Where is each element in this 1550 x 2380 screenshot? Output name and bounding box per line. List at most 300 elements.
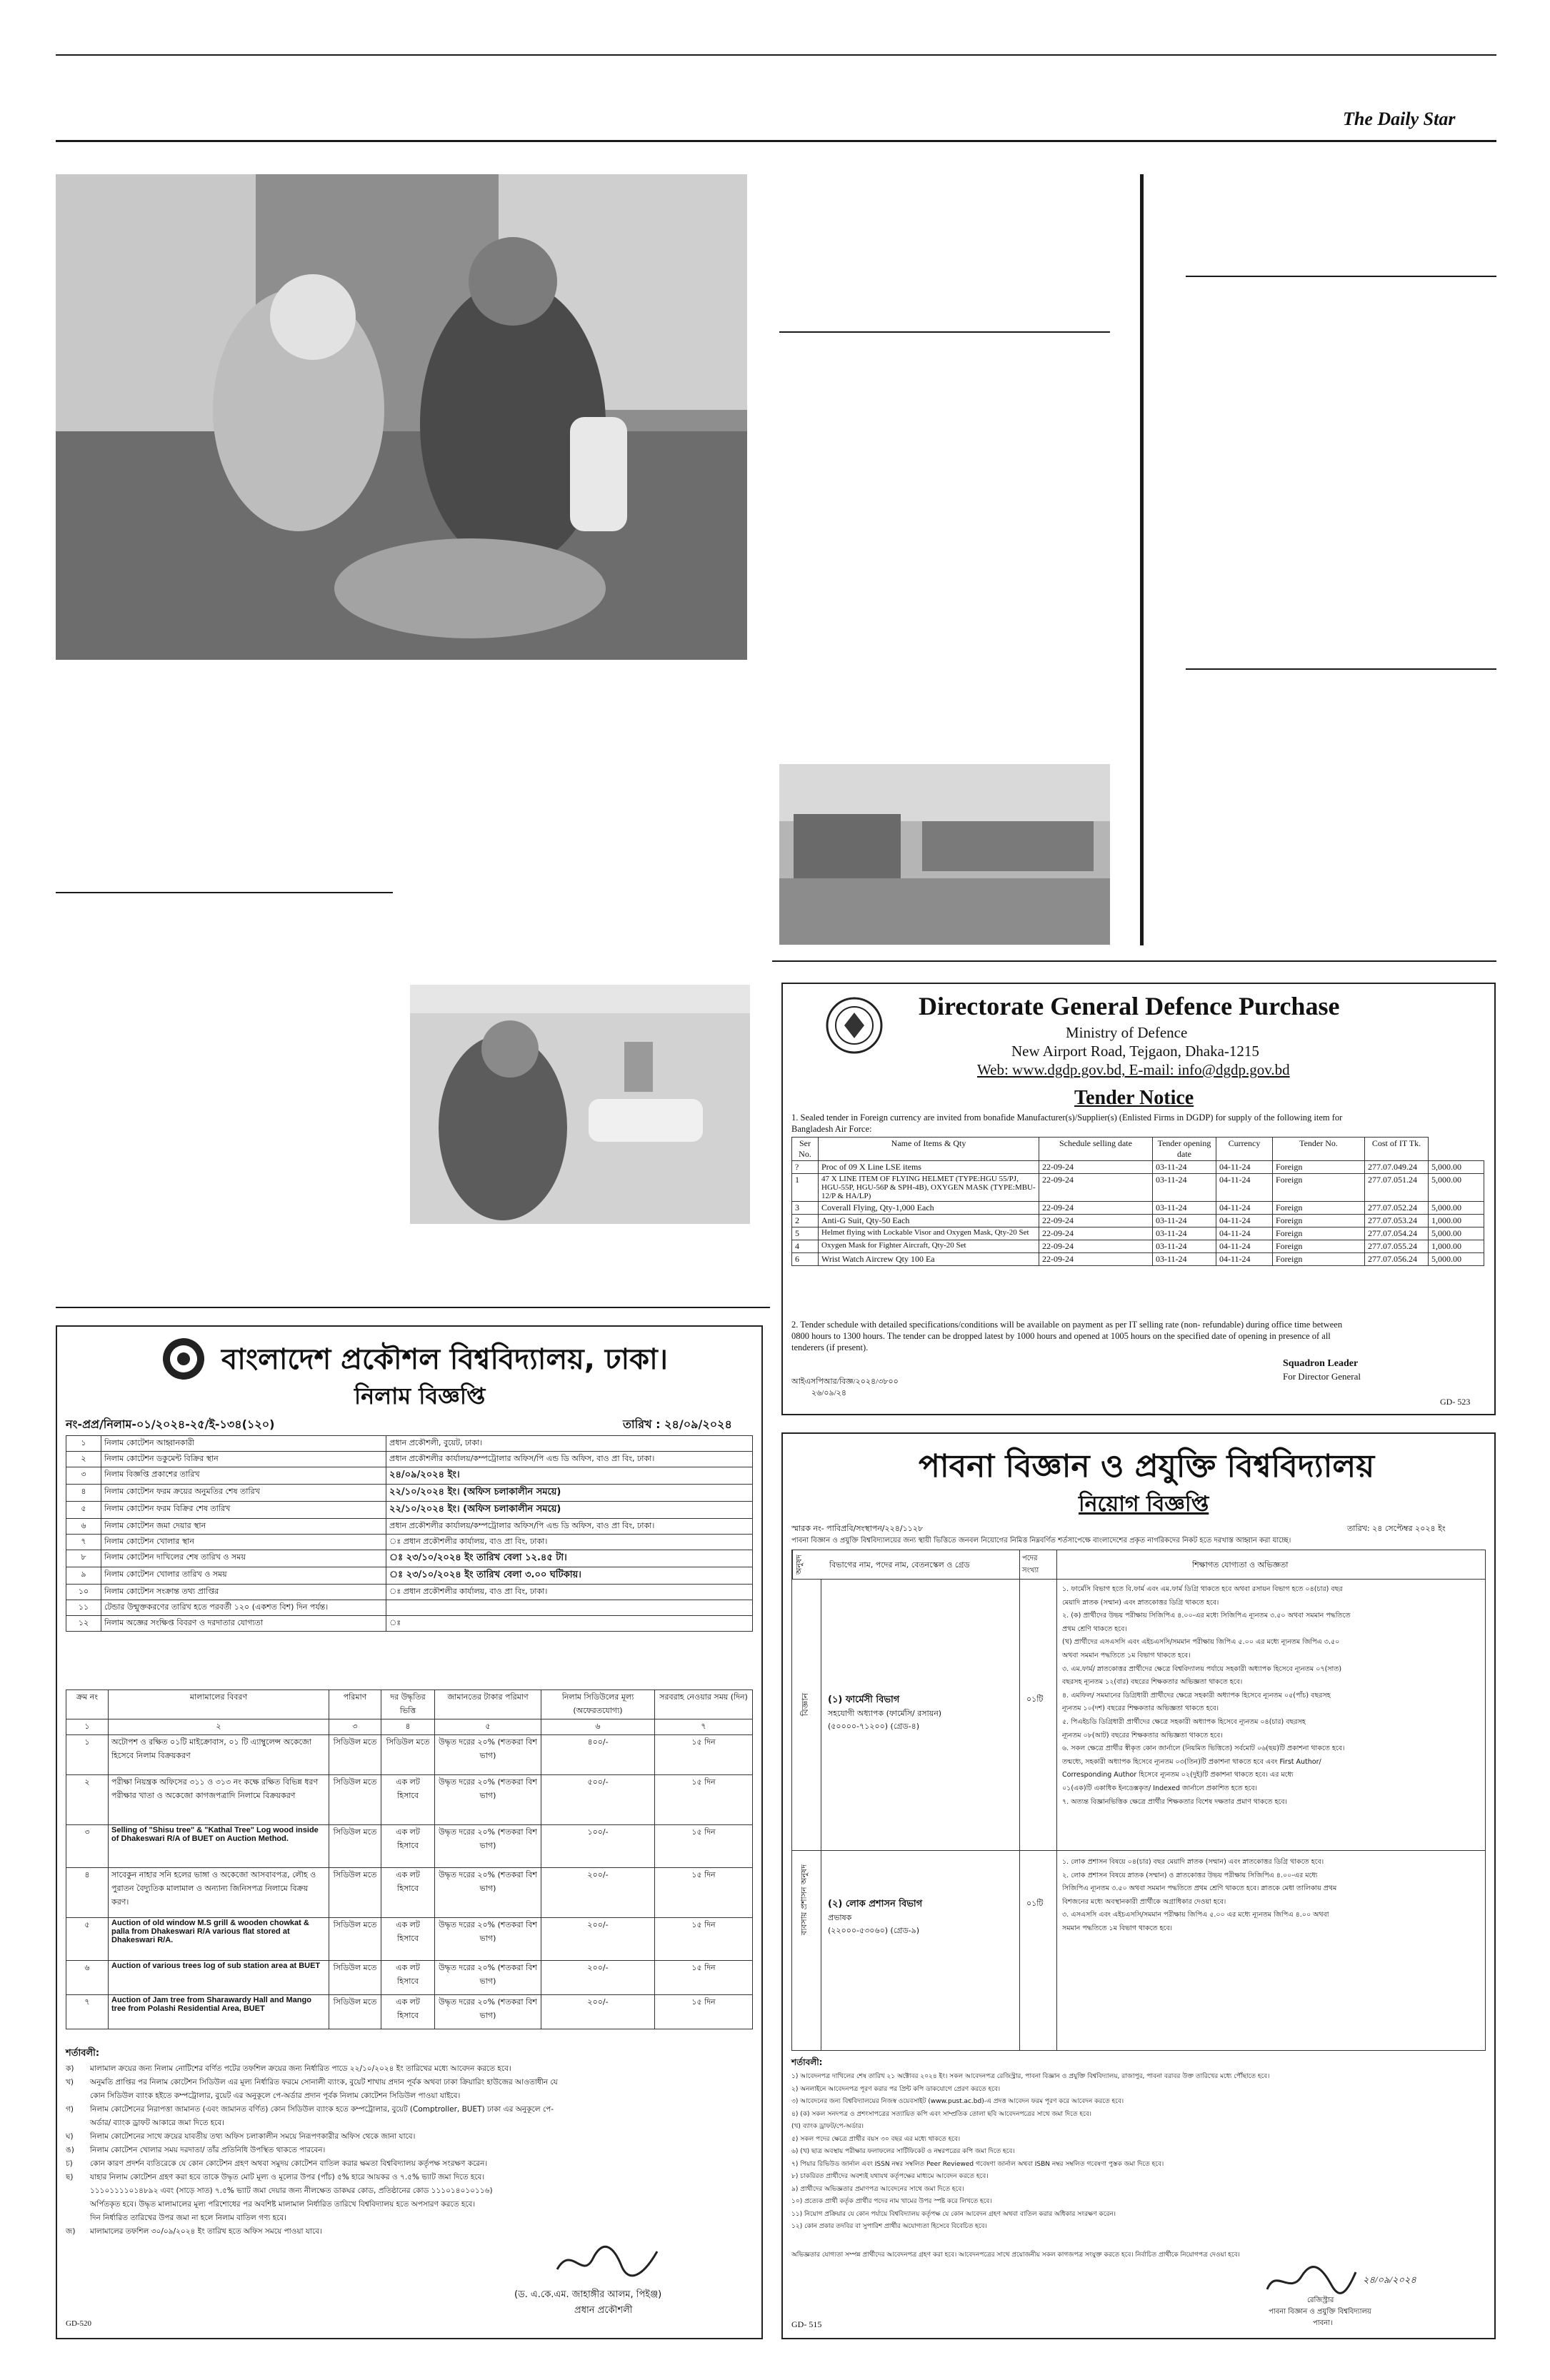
cell: প্রধান প্রকৌশলীর কার্যালয়/কম্পট্রোলার অফিস/পি এন্ড ডি অফিস, বাও প্রা বিং, ঢাকা।	[386, 1452, 753, 1467]
cell: 22-09-24	[1039, 1161, 1153, 1174]
condition-item: (খ) ব্যাংক ড্রাফট/পে-অর্ডার।	[791, 2123, 864, 2130]
pust-table-header	[792, 1550, 1485, 1580]
cell: Oxygen Mask for Fighter Aircraft, Qty-20 Set	[819, 1240, 1039, 1253]
col-divider	[1056, 1550, 1057, 1579]
buet-signer-name: (ড. এ.কে.এম. জাহাঙ্গীর আলম, পিইঞ্জ)	[514, 2289, 662, 2300]
cell: Foreign	[1273, 1215, 1365, 1227]
cell: 1,000.00	[1429, 1240, 1484, 1253]
col-currency: Currency	[1216, 1138, 1273, 1161]
buet-items-table	[66, 1689, 753, 2029]
cell: ৭	[655, 1719, 753, 1735]
cell: ৩	[66, 1825, 109, 1868]
cell: 03-11-24	[1153, 1240, 1216, 1253]
condition-item	[66, 2198, 751, 2211]
condition-item-marker: ক)	[66, 2064, 74, 2073]
table-row	[66, 1535, 753, 1550]
dgdp-tender-table	[791, 1137, 1484, 1266]
cell: ১৫ দিন	[655, 1961, 753, 1995]
cell: 1,000.00	[1429, 1215, 1484, 1227]
cell: ১০	[66, 1585, 101, 1600]
table-row	[792, 1161, 1484, 1174]
dgdp-tender-ad	[781, 983, 1496, 1415]
table-row	[792, 1253, 1484, 1266]
cell: 277.07.054.24	[1365, 1227, 1429, 1240]
cell: সিডিউল মতে	[329, 1735, 381, 1775]
cell: উদ্ধৃত দরের ২০% (শতকরা বিশ ভাগ)	[435, 1961, 541, 1995]
col-divider	[1019, 1550, 1020, 1579]
condition-item: ৬) (খ) ছাত্র অবস্থায় পরীক্ষার ফলাফলের সার্টিফিকেট ও নম্বরপত্রের কপি জমা দিতে হবে।	[791, 2148, 1015, 2155]
section-rule	[56, 1307, 770, 1308]
condition-item	[66, 2225, 751, 2239]
dgdp-contact: Web: www.dgdp.gov.bd, E-mail: info@dgdp.gov.bd	[977, 1061, 1290, 1078]
table-row	[66, 1485, 753, 1502]
table-row	[66, 1918, 753, 1961]
dgdp-note-line1: 2. Tender schedule with detailed specifications/conditions will be available on payment as per IT selling rate (non- refundable) during office time between	[791, 1320, 1343, 1330]
cell: ঃ প্রধান প্রকৌশলীর কার্যালয়, বাও প্রা বিং, ঢাকা।	[386, 1585, 753, 1600]
col-tender-no: Tender No.	[1273, 1138, 1365, 1161]
pust-post2-qualifications	[1062, 1856, 1481, 1936]
cell: 47 X LINE ITEM OF FLYING HELMET (TYPE:HGU 55/PJ, HGU-55P, HGU-56P & SPH-4B), OXYGEN MASK (TYPE:MBU-12/P & HA/LP)	[819, 1174, 1039, 1202]
cell: Selling of "Shisu tree" & "Kathal Tree" Log wood inside of Dhakeswari R/A of BUET on Auction Method.	[109, 1825, 329, 1868]
masthead-logo: The Daily Star	[1343, 109, 1456, 129]
condition-item: ১২) কোন প্রকার তদবির বা সুপারিশ প্রার্থীর অযোগ্যতা হিসেবে বিবেচিত হবে।	[791, 2223, 987, 2230]
pust-notice-title: নিয়োগ বিজ্ঞপ্তি	[1079, 1492, 1209, 1517]
buet-info-table	[66, 1435, 753, 1632]
table-row	[792, 1240, 1484, 1253]
pust-signer-city: পাবনা।	[1313, 2319, 1333, 2327]
cell: 03-11-24	[1153, 1215, 1216, 1227]
pust-faculty-science: বিজ্ঞান	[800, 1693, 810, 1717]
cell: 4	[792, 1240, 819, 1253]
table-row	[66, 1567, 753, 1585]
qualification-line: ২. লোক প্রশাসন বিষয়ে স্নাতক (সম্মান) ও স্নাতকোত্তর উভয় পরীক্ষায় সিজিপিএ ৪.০০-এর মধ্যে	[1062, 1871, 1318, 1879]
pust-post2-count: ০১টি	[1026, 1899, 1044, 1908]
cell: 6	[792, 1253, 819, 1266]
table-row	[66, 1550, 753, 1567]
dgdp-intro-line1: 1. Sealed tender in Foreign currency are invited from bonafide Manufacturer(s)/Supplier(s) (Enlisted Firms in DGDP) for supply of the following item for	[791, 1113, 1343, 1123]
buet-conditions-list	[66, 2062, 751, 2239]
col-count: পদের সংখ্যা	[1022, 1555, 1039, 1575]
qualification-line: ৭. অত্যন্ত বিজ্ঞানভিত্তিক ক্ষেত্রে প্রার্থীর শিক্ষকতার বিশেষ দক্ষতার প্রমাণ থাকতে হবে।	[1062, 1797, 1287, 1806]
cell: 04-11-24	[1216, 1240, 1273, 1253]
cell: 5	[792, 1227, 819, 1240]
qualification-line: বিশজনের মধ্যে অবস্থানকারী প্রার্থীকে অগ্রাধিকার দেওয়া হবে।	[1062, 1897, 1226, 1906]
condition-item: ৫) সকল পদের ক্ষেত্রে প্রার্থীর বয়স ৩০ বছর এর মধ্যে থাকতে হবে।	[791, 2135, 961, 2143]
condition-item-text: মালামালের তফশিল ৩০/০৯/২০২৪ ইং তারিখ হতে অফিস সময়ে পাওয়া যাবে।	[90, 2227, 322, 2236]
cell: প্রধান প্রকৌশলীর কার্যালয়/কম্পট্রোলার অফিস/পি এন্ড ডি অফিস, বাও প্রা বিং, ঢাকা।	[386, 1519, 753, 1535]
cell: উদ্ধৃত দরের ২০% (শতকরা বিশ ভাগ)	[435, 1735, 541, 1775]
col-ser-no: Ser No.	[792, 1138, 819, 1161]
col-post: বিভাগের নাম, পদের নাম, বেতনস্কেল ও গ্রেড	[829, 1560, 970, 1570]
cell: 5,000.00	[1429, 1202, 1484, 1215]
qualification-line: বছরসহ ন্যূনতম ১২(বার) বছরের শিক্ষকতার অভিজ্ঞতা থাকতে হবে।	[1062, 1678, 1243, 1687]
col-selling-date: Schedule selling date	[1039, 1138, 1153, 1161]
cell: ৫	[66, 1918, 109, 1961]
cell: ২	[66, 1775, 109, 1825]
pust-signature	[1261, 2264, 1361, 2298]
col-schedule-price: নিলাম সিডিউলের মূল্য (অফেরতযোগ্য)	[541, 1690, 655, 1719]
pust-sig-date: ২৪/০৯/২০২৪	[1363, 2274, 1416, 2285]
table-row	[792, 1227, 1484, 1240]
condition-item-text: অনুমতি প্রাপ্তির পর নিলাম কোটেশন সিডিউল এর মূল্য নির্ধারিত ফরমে সোনালী ব্যাংক, বুয়েট শাখায় প্রদান পূর্বক অথবা ঢাকা ক্রিয়ারিং হাউজের আওতাধীন যে	[90, 2078, 558, 2087]
table-header	[66, 1690, 753, 1719]
cell: সিডিউল মতে	[329, 1868, 381, 1918]
cell: নিলাম কোটেশন ফরম ক্রয়ের অনুমতির শেষ তারিখ	[101, 1485, 386, 1502]
condition-item-marker: ঙ)	[66, 2146, 74, 2154]
condition-item: ২) অনলাইনে আবেদনপত্র পূরণ করার পর প্রিন্ট কপি ডাকযোগে প্রেরণ করতে হবে।	[791, 2085, 1001, 2093]
qualification-line: মেয়াদি স্নাতক (সম্মান) এবং স্নাতকোত্তর ডিগ্রি থাকতে হবে।	[1062, 1598, 1219, 1607]
pust-conditions-list	[791, 2071, 1484, 2234]
cell: নিলাম কোটেশন ডকুমেন্ট বিক্রির স্থান	[101, 1452, 386, 1467]
column-divider	[1140, 174, 1144, 945]
cell: ২০০/-	[541, 1961, 655, 1995]
table-row	[66, 1452, 753, 1467]
cell: ৭	[66, 1995, 109, 2029]
table-row	[66, 1616, 753, 1632]
cell: 1	[792, 1174, 819, 1202]
col-serial: ক্রম নং	[66, 1690, 109, 1719]
cell: 03-11-24	[1153, 1227, 1216, 1240]
cell: নিলাম বিজ্ঞপ্তি প্রকাশের তারিখ	[101, 1467, 386, 1485]
cell: Anti-G Suit, Qty-50 Each	[819, 1215, 1039, 1227]
cell: Auction of old window M.S grill & wooden chowkat & palla from Dhakeswari R/A various flat stored at Dhakeswari R/A.	[109, 1918, 329, 1961]
pust-name: পাবনা বিজ্ঞান ও প্রযুক্তি বিশ্ববিদ্যালয়	[919, 1448, 1375, 1485]
news-photo-family	[56, 174, 747, 660]
hospital-photo-image	[410, 985, 750, 1224]
short-rule-1	[779, 331, 1110, 333]
pust-post1-title: সহযোগী অধ্যাপক (ফার্মেসি/ রসায়ন)	[828, 1709, 942, 1718]
condition-item-marker: খ)	[66, 2078, 74, 2087]
col-items: Name of Items & Qty	[819, 1138, 1039, 1161]
cell: ১৫ দিন	[655, 1775, 753, 1825]
cell: 277.07.052.24	[1365, 1202, 1429, 1215]
qualification-line: ন্যূনতম ০৮(আট) বছরের শিক্ষকতার অভিজ্ঞতা থাকতে হবে।	[1062, 1731, 1223, 1739]
cell: সিডিউল মতে	[329, 1775, 381, 1825]
cell: ৬	[541, 1719, 655, 1735]
qualification-line: ৩. এম.ফার্ম/ স্নাতকোত্তর প্রার্থীদের ক্ষেত্রে বিশ্ববিদ্যালয় পর্যায়ে সহকারী অধ্যাপক হিসেবে ন্যূনতম ০৭(সাত)	[1062, 1665, 1342, 1673]
cell: সিডিউল মতে	[329, 1825, 381, 1868]
cell: ১১	[66, 1600, 101, 1616]
pust-gd-number: GD- 515	[791, 2319, 822, 2329]
buet-auction-ad	[56, 1325, 763, 2339]
buet-ref-no: নং-প্রপ্র/নিলাম-০১/২০২৪-২৫/ই-১৩৪(১২০)	[66, 1417, 275, 1431]
cell: Foreign	[1273, 1174, 1365, 1202]
table-row	[66, 1585, 753, 1600]
col-divider	[1019, 1579, 1020, 2050]
condition-item-text: কোন কারণ প্রদর্শন ব্যতিরেকে যে কোন কোটেশন গ্রহণ অথবা সমুদয় কোটেশন বাতিল করার ক্ষমতা বিশ্ববিদ্যালয় কর্তৃপক্ষ সংরক্ষণ করেন।	[90, 2159, 488, 2168]
cell: ২	[66, 1452, 101, 1467]
cell: ৫	[66, 1502, 101, 1519]
cell: নিলাম কোটেশন খোলার স্থান	[101, 1535, 386, 1550]
cell: এক লট হিসাবে	[381, 1918, 435, 1961]
cell: ১	[66, 1735, 109, 1775]
cell: সিডিউল মতে	[329, 1918, 381, 1961]
cell: ২০০/-	[541, 1868, 655, 1918]
dgdp-title: Directorate General Defence Purchase	[919, 992, 1340, 1020]
dgdp-gd-number: GD- 523	[1440, 1397, 1471, 1407]
cell: ঃ ২৩/১০/২০২৪ ইং তারিখ বেলা ৩.০০ ঘটিকায়।	[386, 1567, 753, 1585]
cell: ?	[792, 1161, 819, 1174]
condition-item	[66, 2076, 751, 2089]
qualification-line: ১. ফার্মেসি বিভাগ হতে বি.ফার্ম এবং এম.ফার্ম ডিগ্রি থাকতে হবে অথবা রসায়ন বিভাগ হতে ০৪(চার) বছর	[1062, 1585, 1343, 1593]
cell: ১৫ দিন	[655, 1995, 753, 2029]
condition-item: ৭) পিয়ার রিভিউড জার্নাল এবং ISSN নম্বর সম্বলিত Peer Reviewed গবেষণা জার্নাল অথবা ISBN নম্বর সম্বলিত গবেষণা পুস্তক জমা দিতে হবে।	[791, 2160, 1164, 2168]
cell: 22-09-24	[1039, 1227, 1153, 1240]
table-row	[792, 1215, 1484, 1227]
pust-signer-title: রেজিস্ট্রার	[1307, 2296, 1334, 2304]
cell: 5,000.00	[1429, 1227, 1484, 1240]
cell: ১	[66, 1436, 101, 1452]
top-border	[56, 54, 1496, 56]
cell: ১৫ দিন	[655, 1918, 753, 1961]
condition-item: ৩) আবেদনের জন্য বিশ্ববিদ্যালয়ের নিজস্ব ওয়েবসাইট (www.pust.ac.bd)-এ প্রদত্ত আবেদন ফরম পূরণ করে আবেদন করতে হবে।	[791, 2098, 1124, 2105]
cell: 03-11-24	[1153, 1253, 1216, 1266]
cell: উদ্ধৃত দরের ২০% (শতকরা বিশ ভাগ)	[435, 1775, 541, 1825]
news-photo-flooded-street	[779, 764, 1110, 945]
condition-item-text: মালামাল ক্রয়ের জন্য নিলাম নোটিশের বর্ণিত পটের তফশিল ক্রয়ের জন্য নির্ধারিত পাডে ২২/১০/২০২৪ ইং তারিখের মধ্যে আবেদন করতে হবে।	[90, 2064, 511, 2073]
table-row	[792, 1174, 1484, 1202]
cell: সাবেকুন নাহার সনি হলের ভাঙ্গা ও অকেজো আসবাবপত্র, লৌহ ও পুরাতন বৈদ্যুতিক মালামাল ও অন্যান্য জিনিসপত্র নিলামে বিক্রয় করণ।	[109, 1868, 329, 1918]
cell: 277.07.055.24	[1365, 1240, 1429, 1253]
cell: 5,000.00	[1429, 1161, 1484, 1174]
col-description: মালামালের বিবরণ	[109, 1690, 329, 1719]
cell: এক লট হিসাবে	[381, 1868, 435, 1918]
cell: সিডিউল মতে	[329, 1961, 381, 1995]
cell: Wrist Watch Aircrew Qty 100 Ea	[819, 1253, 1039, 1266]
table-row	[66, 1868, 753, 1918]
cell: টেন্ডার উন্মুক্তকরণের তারিখ হতে পরবর্তী ১২০ (একশত বিশ) দিন পর্যন্ত।	[101, 1600, 386, 1616]
cell: 03-11-24	[1153, 1161, 1216, 1174]
col-faculty: অনুষদ	[792, 1550, 821, 1579]
table-row	[66, 1600, 753, 1616]
short-rule-3	[1186, 668, 1496, 670]
cell: ১০০/-	[541, 1825, 655, 1868]
condition-item: ১১) নিয়োগ প্রক্রিয়ার যে কোন পর্যায়ে বিশ্ববিদ্যালয় কর্তৃপক্ষ যে কোন আবেদন গ্রহণ অথবা বাতিল করার অধিকার সংরক্ষণ করেন।	[791, 2210, 1116, 2218]
condition-item-text: ১১১০১১১১০১৪৮৯২ এবং (সাড়ে সাত) ৭.৫% ভ্যাট জমা দেয়ার জন্য নীলক্ষেত ডাকঘর কোড, প্রতিষ্ঠানের কোড ১১১০১৪০১০১১৬)	[90, 2186, 493, 2195]
cell: 22-09-24	[1039, 1240, 1153, 1253]
condition-item: ১০) প্রত্যেক প্রার্থী কর্তৃক প্রার্থীর পদের নাম খামের উপর স্পষ্ট করে লিখতে হবে।	[791, 2198, 992, 2205]
cell: ৪	[66, 1485, 101, 1502]
cell: ৪	[381, 1719, 435, 1735]
condition-item: ৮) চাকরিরত প্রার্থীদের অবশ্যই যথাযথ কর্তৃপক্ষের মাধ্যমে আবেদন করতে হবে।	[791, 2173, 989, 2180]
cell: ২৪/০৯/২০২৪ ইং।	[386, 1467, 753, 1485]
condition-item-text: অর্ডার/ ব্যাংক ড্রাফট আকারে জমা দিতে হবে।	[90, 2119, 224, 2127]
condition-item-marker: চ)	[66, 2159, 73, 2168]
cell: ১৫ দিন	[655, 1868, 753, 1918]
col-basis: দর উদ্ধৃতির ভিত্তি	[381, 1690, 435, 1719]
table-row	[66, 1775, 753, 1825]
cell: Proc of 09 X Line LSE items	[819, 1161, 1039, 1174]
condition-item	[66, 2103, 751, 2117]
condition-item-marker: জ)	[66, 2227, 76, 2236]
cell: 22-09-24	[1039, 1215, 1153, 1227]
condition-item: ১) আবেদনপত্র দাখিলের শেষ তারিখ ২১ অক্টোবর ২০২৪ ইং। সকল আবেদনপত্র রেজিস্ট্রার, পাবনা বিজ্ঞান ও প্রযুক্তি বিশ্ববিদ্যালয়, রাজাপুর, পাবনা বরাবর উক্ত তারিখের মধ্যে পৌঁছাতে হবে।	[791, 2073, 1270, 2080]
cell: ২০০/-	[541, 1918, 655, 1961]
pust-footer-note: অভিজ্ঞতার যোগ্যতা সম্পন্ন প্রার্থীদের আবেদনপত্র গ্রহণ করা হবে। আবেদনপত্রের সাথে প্রয়োজনীয় সকল কাগজপত্র সংযুক্ত করতে হবে। নির্বাচিত প্রার্থীকে নিয়োগপত্র দেওয়া হবে।	[791, 2251, 1240, 2259]
condition-item-text: নিলাম কোটেশনের সাথে ক্রয়ের যাবতীয় তথ্য অফিস চলাকালীন সময়ে নিরূপণকারীর অফিস থেকে জানা যাবে।	[90, 2132, 416, 2141]
cell: ১৫ দিন	[655, 1825, 753, 1868]
cell: ১	[66, 1719, 109, 1735]
col-opening-date: Tender opening date	[1153, 1138, 1216, 1161]
flood-photo-image	[779, 764, 1110, 945]
cell: ৮	[66, 1550, 101, 1567]
dgdp-note-line2: 0800 hours to 1300 hours. The tender can be dropped latest by 1000 hours and opened at 1005 hours on the specified date of opening in presence of all	[791, 1331, 1331, 1341]
cell: Coverall Flying, Qty-1,000 Each	[819, 1202, 1039, 1215]
cell: এক লট হিসাবে	[381, 1825, 435, 1868]
cell: 5,000.00	[1429, 1174, 1484, 1202]
pust-post1-dept: (১) ফার্মেসী বিভাগ	[828, 1694, 900, 1705]
table-row	[66, 1995, 753, 2029]
cell: 03-11-24	[1153, 1202, 1216, 1215]
dgdp-table-header	[792, 1138, 1484, 1161]
cell: ৪	[66, 1868, 109, 1918]
cell: নিলাম কোটেশন খোলার তারিখ ও সময়	[101, 1567, 386, 1585]
cell: ৩	[329, 1719, 381, 1735]
cell: ১২	[66, 1616, 101, 1632]
table-row	[792, 1202, 1484, 1215]
condition-item	[66, 2130, 751, 2144]
cell: নিলাম কোটেশন জমা দেয়ার স্থান	[101, 1519, 386, 1535]
col-cost: Cost of IT Tk.	[1365, 1138, 1429, 1161]
qualification-line: ৫. পিএইচডি ডিগ্রিধারী প্রার্থীদের ক্ষেত্রে সহকারী অধ্যাপক হিসেবে ন্যূনতম ০৪(চার) বছরসহ	[1062, 1717, 1306, 1726]
qualification-line: অথবা সমমান পদ্ধতিতে ১ম বিভাগ থাকতে হবে।	[1062, 1651, 1191, 1660]
cell: Foreign	[1273, 1161, 1365, 1174]
cell: নিলাম কোটেশন দাখিলের শেষ তারিখ ও সময়	[101, 1550, 386, 1567]
qualification-line: ২. (ক) প্রার্থীদের উভয় পরীক্ষায় সিজিপিএ ৪.০০-এর মধ্যে সিজিপিএ ন্যূনতম ৩.৫০ অথবা সমমান পদ্ধতিতে	[1062, 1612, 1351, 1620]
cell: ৫	[435, 1719, 541, 1735]
buet-notice-title: নিলাম বিজ্ঞপ্তি	[354, 1382, 486, 1410]
cell: Foreign	[1273, 1227, 1365, 1240]
cell: 2	[792, 1215, 819, 1227]
qualification-line: ১. লোক প্রশাসন বিষয়ে ০৪(চার) বছর মেয়াদি স্নাতক (সম্মান) এবং স্নাতকোত্তর ডিগ্রি থাকতে হবে।	[1062, 1858, 1324, 1866]
col-security: জামানতের টাকার পরিমাণ	[435, 1690, 541, 1719]
pust-positions-table	[791, 1550, 1486, 2051]
dgdp-signer-for: For Director General	[1283, 1371, 1361, 1382]
dgdp-ministry: Ministry of Defence	[1066, 1024, 1188, 1041]
condition-item	[66, 2089, 751, 2103]
cell: ৭	[66, 1535, 101, 1550]
cell: এক লট হিসাবে	[381, 1995, 435, 2029]
cell: ২	[109, 1719, 329, 1735]
cell: 277.07.053.24	[1365, 1215, 1429, 1227]
cell: Foreign	[1273, 1253, 1365, 1266]
table-row	[66, 1735, 753, 1775]
condition-item-text: নিলাম কোটেশনের নিরাপত্তা জামানত (এবং জামানত বর্ণিত) কোন সিডিউল ব্যাংক হতে কম্পট্রোলার, বুয়েট (Comptroller, BUET) ঢাকা এর অনুকূলে পে-	[90, 2105, 554, 2114]
condition-item	[66, 2144, 751, 2157]
cell: 04-11-24	[1216, 1202, 1273, 1215]
dgdp-note-line3: tenderers (if present).	[791, 1342, 869, 1352]
condition-item-marker: ছ)	[66, 2173, 74, 2181]
cell: ৫০০/-	[541, 1775, 655, 1825]
cell: 04-11-24	[1216, 1174, 1273, 1202]
cell: ২২/১০/২০২৪ ইং। (অফিস চলাকালীন সময়ে)	[386, 1485, 753, 1502]
cell: ৯	[66, 1567, 101, 1585]
pust-post1-count: ০১টি	[1026, 1694, 1044, 1704]
buet-logo-icon	[161, 1337, 206, 1381]
cell: 277.07.051.24	[1365, 1174, 1429, 1202]
buet-signature	[550, 2241, 664, 2284]
qualification-line: সিজিপিএ ন্যূনতম ৩.৫০ অথবা সমমান পদ্ধতিতে প্রথম শ্রেণি থাকতে হবে। স্নাতকে মেধা তালিকায় প্রথম	[1062, 1884, 1337, 1893]
table-row	[66, 1961, 753, 1995]
cell: 04-11-24	[1216, 1227, 1273, 1240]
buet-name: বাংলাদেশ প্রকৌশল বিশ্ববিদ্যালয়, ঢাকা।	[221, 1343, 668, 1376]
cell: ১৫ দিন	[655, 1735, 753, 1775]
condition-item	[66, 2117, 751, 2130]
cell: নিলাম কোটেশন ফরম বিক্রির শেষ তারিখ	[101, 1502, 386, 1519]
buet-gd-number: GD-520	[66, 2319, 92, 2328]
pust-intro: পাবনা বিজ্ঞান ও প্রযুক্তি বিশ্ববিদ্যালয়ের জন্য স্থায়ী ভিত্তিতে জনবল নিয়োগের নিমিত্ত নিম্নবর্ণিত শর্তসাপেক্ষে বাংলাদেশের প্রকৃত নাগরিকদের নিকট হতে দরখাস্ত আহ্বান করা যাচ্ছে।	[791, 1537, 1291, 1545]
cell: ঃ প্রধান প্রকৌশলীর কার্যালয়, বাও প্রা বিং, ঢাকা।	[386, 1535, 753, 1550]
cell: উদ্ধৃত দরের ২০% (শতকরা বিশ ভাগ)	[435, 1918, 541, 1961]
condition-item-marker: গ)	[66, 2105, 74, 2114]
cell: Auction of various trees log of sub station area at BUET	[109, 1961, 329, 1995]
col-divider	[1056, 1579, 1057, 2050]
cell: ঃ ২৩/১০/২০২৪ ইং তারিখ বেলা ১২.৪৫ টা।	[386, 1550, 753, 1567]
pust-post2-dept: (২) লোক প্রশাসন বিভাগ	[828, 1899, 923, 1909]
condition-item	[66, 2184, 751, 2198]
condition-item	[66, 2157, 751, 2171]
qualification-line: (খ) প্রার্থীদের এসএসসি এবং এইচএসসি/সমমান পরীক্ষায় জিপিএ ৫.০০ এর মধ্যে ন্যূনতম জিপিএ ৩.৫০	[1062, 1638, 1340, 1647]
table-row	[66, 1719, 753, 1735]
pust-date: তারিখ: ২৪ সেপ্টেম্বর ২০২৪ ইং	[1347, 1524, 1446, 1533]
table-row	[66, 1502, 753, 1519]
condition-item	[66, 2211, 751, 2225]
cell: এক লট হিসাবে	[381, 1961, 435, 1995]
cell: নিলাম কোটেশন আহ্বানকারী	[101, 1436, 386, 1452]
pust-post1-scale: (৫০০০০-৭১২০০) (গ্রেড-৪)	[828, 1722, 920, 1731]
cell: 22-09-24	[1039, 1202, 1153, 1215]
cell: 22-09-24	[1039, 1174, 1153, 1202]
cell: 22-09-24	[1039, 1253, 1153, 1266]
dgdp-address: New Airport Road, Tejgaon, Dhaka-1215	[1011, 1043, 1259, 1060]
qualification-line: তন্মধ্যে, সহকারী অধ্যাপক হিসেবে ন্যূনতম ০৩(তিন)টি প্রকাশনা থাকতে হবে এবং First Author/	[1062, 1757, 1321, 1766]
table-row	[66, 1825, 753, 1868]
cell: Foreign	[1273, 1240, 1365, 1253]
cell: Foreign	[1273, 1202, 1365, 1215]
short-rule-4	[56, 892, 393, 893]
qualification-line: ৪. এমফিল/ সমমানের ডিগ্রিধারী প্রার্থীদের ক্ষেত্রে সহকারী অধ্যাপক হিসেবে ন্যূনতম ০৫(পাঁচ) বছরসহ	[1062, 1691, 1331, 1699]
qualification-line: ন্যূনতম ১০(দশ) বছরের শিক্ষকতার অভিজ্ঞতা থাকতে হবে।	[1062, 1704, 1219, 1713]
dgdp-notice-title: Tender Notice	[1074, 1087, 1194, 1109]
family-photo-image	[56, 174, 747, 660]
dgdp-memo-date: ২৬/০৯/২৪	[811, 1389, 846, 1397]
buet-conditions-label: শর্তাবলী:	[66, 2048, 100, 2059]
cell: 04-11-24	[1216, 1161, 1273, 1174]
cell: 03-11-24	[1153, 1174, 1216, 1202]
condition-item: ৯) প্রার্থীদের অভিজ্ঞতার প্রমাণপত্র আবেদনের সাথে জমা দিতে হবে।	[791, 2185, 964, 2193]
cell: ৬	[66, 1961, 109, 1995]
cell: ৩	[66, 1467, 101, 1485]
buet-signer-title: প্রধান প্রকৌশলী	[574, 2305, 633, 2316]
condition-item-text: অর্পিতকৃত হবে। উদ্ধৃত মালামালের মূল্য পরিশোধের পর অবশিষ্ট মালামাল নির্ধারিত তারিখে বিশ্ববিদ্যালয় হতে অপসারণ করতে হবে।	[90, 2200, 476, 2209]
cell: নিলাম অজ্ঞের সংক্ষিপ্ত বিবরণ ও দরদাতার যোগ্যতা	[101, 1616, 386, 1632]
condition-item-text: দিন নির্ধারিত তারিখের উপর জমা না হলে নিলাম বাতিল গণ্য হবে।	[90, 2214, 287, 2222]
cell: সিডিউল মতে	[329, 1995, 381, 2029]
cell: উদ্ধৃত দরের ২০% (শতকরা বিশ ভাগ)	[435, 1995, 541, 2029]
cell: উদ্ধৃত দরের ২০% (শতকরা বিশ ভাগ)	[435, 1868, 541, 1918]
pust-ref-no: স্মারক নং- পাবিপ্রবি/সংস্থাপন/২২৪/১১২৮	[791, 1524, 924, 1533]
condition-item	[66, 2171, 751, 2184]
cell: Auction of Jam tree from Sharawardy Hall and Mango tree from Polashi Residential Area, BUET	[109, 1995, 329, 2029]
pust-signer-org: পাবনা বিজ্ঞান ও প্রযুক্তি বিশ্ববিদ্যালয়	[1269, 2308, 1371, 2316]
cell: Helmet flying with Lockable Visor and Oxygen Mask, Qty-20 Set	[819, 1227, 1039, 1240]
cell: নিলাম কোটেশন সংক্রান্ত তথ্য প্রাপ্তির	[101, 1585, 386, 1600]
pust-faculty-business: ব্যবসায় প্রশাসন অনুষদ	[799, 1864, 809, 1936]
cell: পরীক্ষা নিয়ন্ত্রক অফিসের ৩১১ ও ৩১৩ নং কক্ষে রক্ষিত বিভিন্ন ধরণ পরীক্ষার খাতা ও অকেজো কাগজপত্রাদি নিলামে বিক্রয়করণ	[109, 1775, 329, 1825]
pust-post2-scale: (২২০০০-৫৩০৬০) (গ্রেড-৯)	[828, 1926, 920, 1935]
qualification-line: প্রথম শ্রেণি থাকতে হবে।	[1062, 1625, 1127, 1633]
qualification-line: ৩. এসএসসি এবং এইচএসসি/সমমান পরীক্ষায় জিপিএ ৫.০০ এর মধ্যে ন্যূনতম জিপিএ ৪.০০ অথবা	[1062, 1911, 1329, 1919]
